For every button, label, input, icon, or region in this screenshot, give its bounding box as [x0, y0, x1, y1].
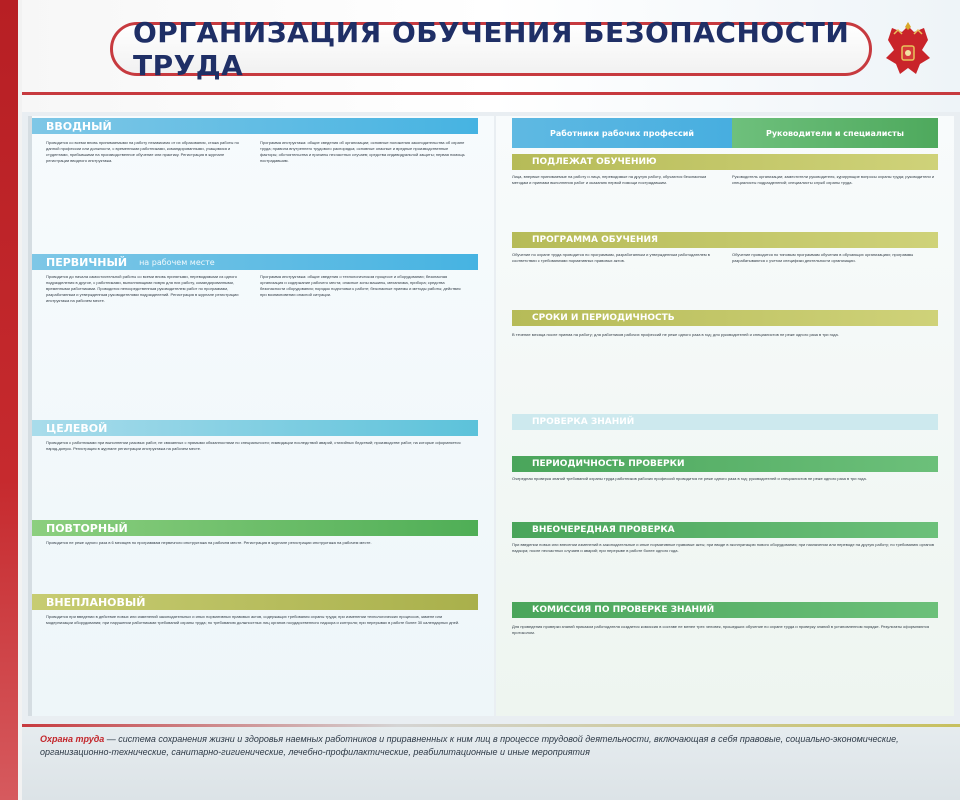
section-sublabel: на рабочем месте [139, 257, 215, 267]
header-band [22, 0, 960, 112]
section-proverka: ПРОВЕРКА ЗНАНИЙ [512, 414, 938, 430]
sroki-text: В течение месяца после приема на работу; для работников рабочих профессий не реже одного раза в год; для руководителей и специалистов не реже одного раза в три года. [512, 332, 839, 337]
training-panel [496, 116, 954, 716]
vvodny-text-left: Проводится со всеми вновь принимаемыми на работу независимо от их образования, стажа работы по данной профессии или должности, с временными работниками, командированными, учащимися и студентами, прибывшими на производственное обучение или практику. Регистрация в журнале регистрации вводного инструктажа. [46, 140, 239, 163]
section-label: ПОВТОРНЫЙ [46, 521, 128, 535]
category-header [512, 118, 938, 148]
definition-body: — система сохранения жизни и здоровья наемных работников и приравненных к ним лиц в процессе трудовой деятельности, включающая в себя правовые, социально-экономические, организационно-технические, санитарно-гигиенические, лечебно-профилактические, реабилитационные и иные мероприятия [40, 734, 899, 757]
section-label: ВВОДНЫЙ [46, 119, 112, 133]
section-sroki: СРОКИ И ПЕРИОДИЧНОСТЬ [512, 310, 938, 326]
left-red-bar [0, 0, 22, 800]
coat-of-arms-icon [880, 20, 936, 80]
periodichnost-text: Очередная проверка знаний требований охраны труда работников рабочих профессий проводится не реже одного раза в год; руководителей и специалистов не реже одного раза в три года. [512, 476, 867, 481]
podlezhat-text-left: Лица, впервые принимаемые на работу и лица, переводимые на другую работу, обучаются безопасным методам и приемам выполнения работ и оказанию первой помощи пострадавшим. [512, 174, 707, 185]
programma-text-left: Обучение по охране труда проводится по программам, разработанным и утвержденным работодателем в соответствии с требованиями нормативных правовых актов. [512, 252, 710, 263]
content-board [22, 100, 960, 720]
vneplanovy-text: Проводится при введении в действие новых или изменений законодательных и иных нормативных правовых актов, содержащих требования охраны труда; при изменении технологических процессов, замене или модернизации оборудования; при нарушении работниками требований охраны труда; по требованию должностных лиц органов государственного надзора и контроля; при перерывах в работе более 30 календарных дней. [46, 614, 460, 625]
programma-text-right: Обучение проводится по типовым программам обучения в обучающих организациях; программы разрабатываются с учетом специфики деятельности организации. [732, 252, 914, 263]
pervichny-text-left: Проводится до начала самостоятельной работы со всеми вновь принятыми, переводимыми из одного подразделения в другое, с работниками, выполняющими новую для них работу, командированными, временными работниками. Проводится непосредственным руководителем работ по программам, разработанным и утвержденным руководителями подразделений. Регистрация в журнале регистрации инструктажа на рабочем месте. [46, 274, 239, 303]
page-title: ОРГАНИЗАЦИЯ ОБУЧЕНИЯ БЕЗОПАСНОСТИ ТРУДА [133, 16, 850, 82]
section-periodichnost: ПЕРИОДИЧНОСТЬ ПРОВЕРКИ [512, 456, 938, 472]
title-frame [110, 16, 872, 82]
header-rule [22, 92, 960, 95]
definition-text [40, 733, 940, 793]
povtorny-text: Проводится не реже одного раза в 6 месяцев по программам первичного инструктажа на рабочем месте. Регистрация в журнале регистрации инструктажа на рабочем месте. [46, 540, 372, 545]
section-pervichny [32, 254, 478, 270]
vneocherednaya-text: При введении новых или внесении изменений в законодательные и иные нормативные правовые акты; при вводе в эксплуатацию нового оборудования; при назначении или переводе на другую работу; по требованию органов надзора; после несчастных случаев и аварий; при перерыве в работе более одного года. [512, 542, 934, 553]
section-komissiya: КОМИССИЯ ПО ПРОВЕРКЕ ЗНАНИЙ [512, 602, 938, 618]
section-vvodny [32, 118, 478, 134]
section-programma: ПРОГРАММА ОБУЧЕНИЯ [512, 232, 938, 248]
instruction-types-panel [28, 116, 494, 716]
section-label: ПЕРВИЧНЫЙ [46, 255, 128, 269]
tselevoy-text: Проводится с работниками при выполнении разовых работ, не связанных с прямыми обязанностями по специальности; ликвидации последствий аварий, стихийных бедствий; производстве работ, на которые оформляется наряд-допуск. Регистрация в журнале регистрации инструктажа на рабочем месте. [46, 440, 461, 451]
header-managers: Руководители и специалисты [732, 118, 938, 148]
section-vneocherednaya: ВНЕОЧЕРЕДНАЯ ПРОВЕРКА [512, 522, 938, 538]
header-workers: Работники рабочих профессий [512, 118, 732, 148]
section-vneplanovy [32, 594, 478, 610]
section-tselevoy [32, 420, 478, 436]
section-label: ЦЕЛЕВОЙ [46, 421, 108, 435]
definition-term: Охрана труда [40, 734, 105, 744]
footer-definition-band [22, 724, 960, 800]
vvodny-text-right: Программа инструктажа: общие сведения об организации; основные положения законодательства об охране труда; правила внутреннего трудового распорядка; основные опасные и вредные производственные факторы; обстоятельства и причины несчастных случаев; средства индивидуальной защиты; первая помощь пострадавшим. [260, 140, 465, 163]
komissiya-text: Для проведения проверки знаний приказом работодателя создается комиссия в составе не менее трех человек, прошедших обучение по охране труда и проверку знаний в установленном порядке. Результаты оформляются протоколом. [512, 624, 930, 635]
section-podlezhat: ПОДЛЕЖАТ ОБУЧЕНИЮ [512, 154, 938, 170]
footer-strip [22, 724, 960, 727]
section-povtorny [32, 520, 478, 536]
section-label: ВНЕПЛАНОВЫЙ [46, 595, 146, 609]
podlezhat-text-right: Руководитель организации; заместители руководителя, курирующие вопросы охраны труда; руководители и специалисты подразделений; специалисты служб охраны труда. [732, 174, 935, 185]
pervichny-text-right: Программа инструктажа: общие сведения о технологическом процессе и оборудовании; безопасная организация и содержание рабочего места; опасные зоны машины, механизма, прибора; средства безопасности оборудования; порядок подготовки к работе; безопасные приемы и методы работы; действия при возникновении опасной ситуации. [260, 274, 461, 297]
